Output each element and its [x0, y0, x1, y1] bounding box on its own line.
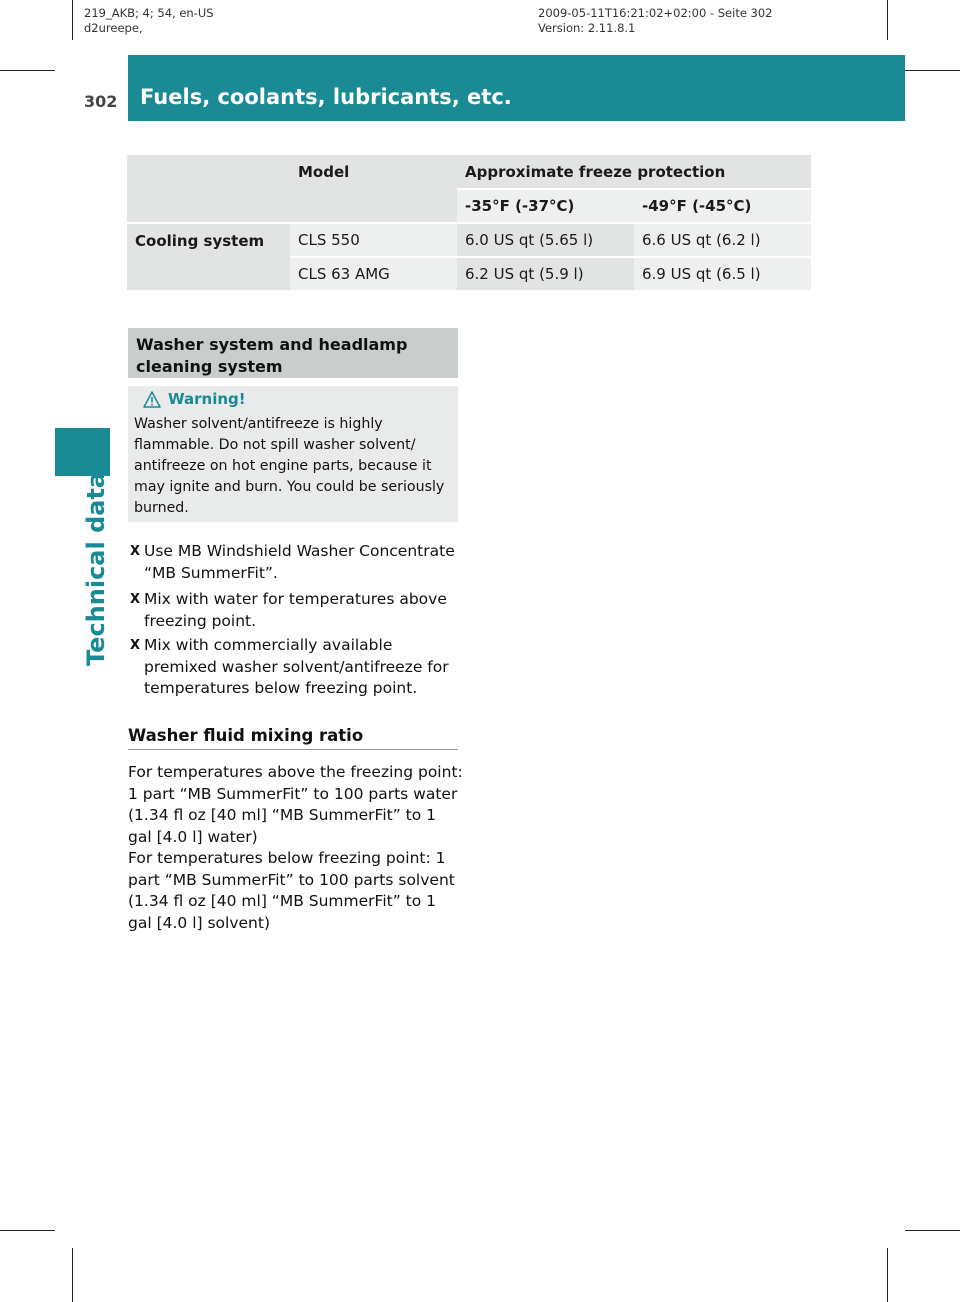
list-item-text: Mix with water for temperatures above freezing point. — [144, 590, 447, 630]
cell-value: 6.2 US qt (5.9 l) — [457, 256, 634, 290]
crop-mark — [905, 70, 960, 71]
list-item — [128, 589, 463, 632]
meta-right-line1: 2009-05-11T16:21:02+02:00 - Seite 302 — [538, 6, 773, 20]
cell-model: CLS 550 — [290, 222, 457, 256]
section-heading — [128, 328, 458, 378]
meta-right — [538, 6, 773, 36]
coolant-table — [127, 155, 811, 290]
bullet-marker: X — [130, 638, 141, 653]
col-header-49: -49°F (-45°C) — [634, 188, 811, 222]
crop-mark — [887, 0, 888, 40]
meta-right-line2: Version: 2.11.8.1 — [538, 21, 636, 35]
bullet-marker: X — [130, 544, 141, 559]
crop-mark — [0, 1230, 55, 1231]
list-item — [128, 635, 463, 700]
side-tab-label: Technical data — [82, 471, 110, 666]
cell-model: CLS 63 AMG — [290, 256, 457, 290]
crop-mark — [72, 0, 73, 40]
subheading-rule — [128, 749, 458, 750]
section-heading-text: Washer system and headlamp cleaning system — [136, 335, 408, 376]
table-corner — [127, 155, 290, 222]
col-header-protection: Approximate freeze protection — [457, 155, 811, 188]
header-divider — [126, 55, 128, 121]
crop-mark — [0, 70, 55, 71]
cell-value: 6.9 US qt (6.5 l) — [634, 256, 811, 290]
list-item — [128, 541, 463, 584]
page-title: Fuels, coolants, lubricants, etc. — [140, 85, 512, 109]
page-number: 302 — [84, 92, 118, 111]
side-tab-marker — [55, 428, 110, 476]
warning-text: Washer solvent/antifreeze is highly flammable. Do not spill washer solvent/ antifreeze on hot engine parts, because it may ignite and burn. You could be seriously burned. — [134, 416, 445, 516]
list-item-text: Use MB Windshield Washer Concentrate “MB SummerFit”. — [144, 542, 455, 582]
col-header-35: -35°F (-37°C) — [457, 188, 634, 222]
meta-left — [84, 6, 214, 36]
crop-mark — [887, 1248, 888, 1302]
warning-triangle-icon — [143, 391, 161, 408]
cell-value: 6.0 US qt (5.65 l) — [457, 222, 634, 256]
cell-value: 6.6 US qt (6.2 l) — [634, 222, 811, 256]
paragraph: For temperatures above the freezing point: 1 part “MB SummerFit” to 100 parts water (1.34 fl oz [40 ml] “MB SummerFit” to 1 gal [4.0 l] water) — [128, 763, 463, 846]
meta-left-line1: 219_AKB; 4; 54, en-US — [84, 6, 214, 20]
crop-mark — [72, 1248, 73, 1302]
col-header-model: Model — [290, 155, 457, 222]
list-item-text: Mix with commercially available premixed washer solvent/antifreeze for temperatures below freezing point. — [144, 636, 449, 697]
meta-left-line2: d2ureepe, — [84, 21, 143, 35]
row-header-cooling: Cooling system — [127, 222, 290, 290]
bullet-marker: X — [130, 592, 141, 607]
paragraph: For temperatures below freezing point: 1 part “MB SummerFit” to 100 parts solvent (1.34 fl oz [40 ml] “MB SummerFit” to 1 gal [4.0 l] solvent) — [128, 849, 455, 932]
crop-mark — [905, 1230, 960, 1231]
subheading: Washer fluid mixing ratio — [128, 726, 364, 745]
warning-title: Warning! — [168, 390, 246, 408]
